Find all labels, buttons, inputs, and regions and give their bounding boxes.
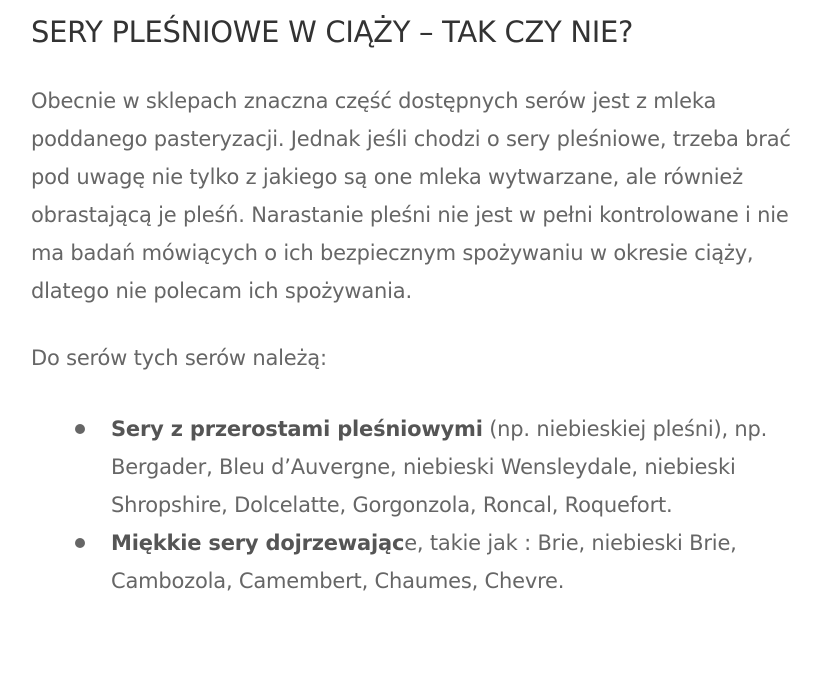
list-item-bold: Miękkie sery dojrzewając — [111, 531, 405, 555]
list-item — [111, 524, 798, 600]
cheese-list — [31, 410, 798, 600]
bullet-icon — [75, 424, 85, 434]
list-item-text: (np. niebieskiej pleśni), np. Bergader, Bleu d’Auvergne, niebieski Wensleydale, niebieski Shropshire, Dolcelatte, Gorgonzola, Roncal, Roquefort. — [111, 417, 768, 517]
list-intro: Do serów tych serów należą: — [31, 346, 327, 370]
intro-paragraph: Obecnie w sklepach znaczna część dostępnych serów jest z mleka poddanego pasteryzacji. Jednak jeśli chodzi o sery pleśniowe, trzeba brać pod uwagę nie tylko z jakiego są one mleka wytwarzane, ale również obrastającą je pleśń. Narastanie pleśni nie jest w pełni kontrolowane i nie ma badań mówiących o ich bezpiecznym spożywaniu w okresie ciąży, dlatego nie polecam ich spożywania. — [31, 89, 791, 303]
article-title: SERY PLEŚNIOWE W CIĄŻY – TAK CZY NIE? — [31, 15, 634, 49]
bullet-icon — [75, 538, 85, 548]
list-item-bold: Sery z przerostami pleśniowymi — [111, 417, 483, 441]
list-item — [111, 410, 798, 524]
list-item-text: e, takie jak : Brie, niebieski Brie, Cambozola, Camembert, Chaumes, Chevre. — [111, 531, 737, 593]
